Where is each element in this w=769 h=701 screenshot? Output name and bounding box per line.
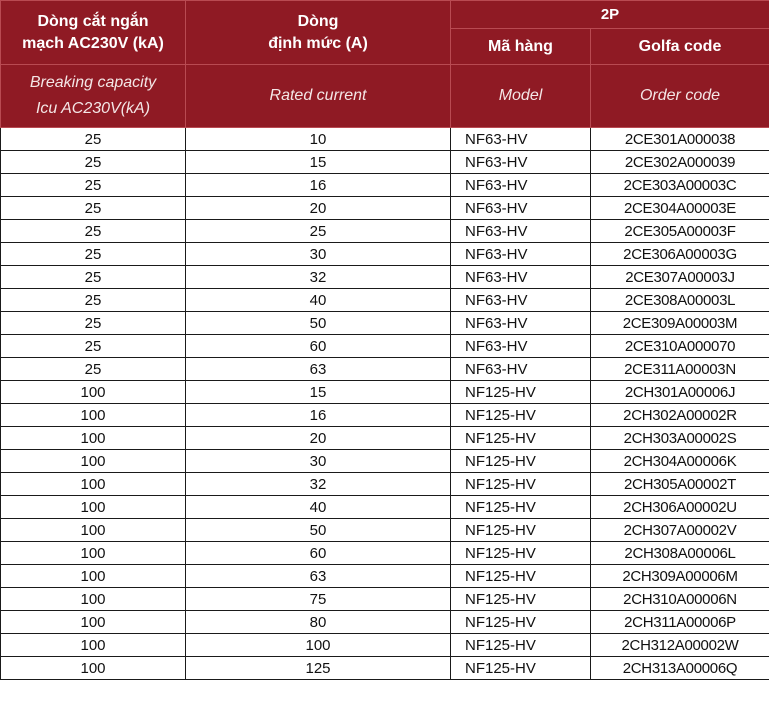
cell-order-code: 2CE311A00003N xyxy=(591,358,769,381)
cell-breaking-capacity: 100 xyxy=(1,450,186,473)
cell-rated-current: 30 xyxy=(186,450,451,473)
cell-model: NF125-HV xyxy=(451,496,591,519)
cell-model: NF63-HV xyxy=(451,266,591,289)
cell-model: NF63-HV xyxy=(451,289,591,312)
table-header xyxy=(1,1,769,128)
cell-model: NF63-HV xyxy=(451,312,591,335)
cell-rated-current: 25 xyxy=(186,220,451,243)
cell-rated-current: 50 xyxy=(186,312,451,335)
table-row xyxy=(1,450,769,473)
cell-rated-current: 32 xyxy=(186,473,451,496)
table-row xyxy=(1,634,769,657)
cell-order-code: 2CE304A00003E xyxy=(591,197,769,220)
cell-breaking-capacity: 25 xyxy=(1,151,186,174)
cell-rated-current: 50 xyxy=(186,519,451,542)
table-row xyxy=(1,335,769,358)
table-row xyxy=(1,381,769,404)
header-rated-current-vi-line2: định mức (A) xyxy=(268,34,368,52)
cell-order-code: 2CH313A00006Q xyxy=(591,657,769,680)
cell-rated-current: 16 xyxy=(186,404,451,427)
cell-rated-current: 20 xyxy=(186,427,451,450)
cell-model: NF125-HV xyxy=(451,519,591,542)
cell-order-code: 2CH309A00006M xyxy=(591,565,769,588)
table-row xyxy=(1,473,769,496)
cell-model: NF125-HV xyxy=(451,542,591,565)
cell-order-code: 2CE301A000038 xyxy=(591,128,769,151)
cell-breaking-capacity: 25 xyxy=(1,358,186,381)
header-rated-current-vi xyxy=(186,1,451,65)
cell-order-code: 2CE303A00003C xyxy=(591,174,769,197)
cell-rated-current: 15 xyxy=(186,381,451,404)
cell-rated-current: 16 xyxy=(186,174,451,197)
table-row xyxy=(1,519,769,542)
cell-breaking-capacity: 100 xyxy=(1,611,186,634)
header-golfa-code: Golfa code xyxy=(591,29,769,65)
cell-model: NF125-HV xyxy=(451,450,591,473)
table-row xyxy=(1,542,769,565)
cell-order-code: 2CE310A000070 xyxy=(591,335,769,358)
header-breaking-capacity-en-line2: Icu AC230V(kA) xyxy=(35,100,151,117)
cell-model: NF125-HV xyxy=(451,565,591,588)
table-row xyxy=(1,289,769,312)
cell-model: NF125-HV xyxy=(451,611,591,634)
cell-breaking-capacity: 100 xyxy=(1,519,186,542)
table-row xyxy=(1,174,769,197)
cell-order-code: 2CE306A00003G xyxy=(591,243,769,266)
cell-order-code: 2CH307A00002V xyxy=(591,519,769,542)
cell-rated-current: 75 xyxy=(186,588,451,611)
table-row xyxy=(1,588,769,611)
table-row xyxy=(1,128,769,151)
cell-rated-current: 10 xyxy=(186,128,451,151)
cell-rated-current: 60 xyxy=(186,335,451,358)
cell-rated-current: 60 xyxy=(186,542,451,565)
cell-model: NF63-HV xyxy=(451,243,591,266)
cell-rated-current: 20 xyxy=(186,197,451,220)
cell-breaking-capacity: 100 xyxy=(1,657,186,680)
cell-breaking-capacity: 100 xyxy=(1,565,186,588)
cell-model: NF63-HV xyxy=(451,358,591,381)
cell-breaking-capacity: 100 xyxy=(1,588,186,611)
cell-breaking-capacity: 25 xyxy=(1,312,186,335)
cell-order-code: 2CE308A00003L xyxy=(591,289,769,312)
cell-breaking-capacity: 25 xyxy=(1,197,186,220)
cell-model: NF63-HV xyxy=(451,197,591,220)
header-breaking-capacity-vi-line2: mạch AC230V (kA) xyxy=(22,34,164,52)
cell-model: NF125-HV xyxy=(451,657,591,680)
cell-breaking-capacity: 100 xyxy=(1,473,186,496)
cell-rated-current: 80 xyxy=(186,611,451,634)
cell-order-code: 2CH301A00006J xyxy=(591,381,769,404)
cell-rated-current: 125 xyxy=(186,657,451,680)
cell-model: NF125-HV xyxy=(451,427,591,450)
cell-order-code: 2CH306A00002U xyxy=(591,496,769,519)
cell-breaking-capacity: 25 xyxy=(1,220,186,243)
header-breaking-capacity-en xyxy=(1,65,186,128)
table-row xyxy=(1,404,769,427)
cell-order-code: 2CH303A00002S xyxy=(591,427,769,450)
cell-order-code: 2CH304A00006K xyxy=(591,450,769,473)
header-breaking-capacity-vi xyxy=(1,1,186,65)
cell-breaking-capacity: 25 xyxy=(1,243,186,266)
cell-breaking-capacity: 25 xyxy=(1,128,186,151)
cell-rated-current: 63 xyxy=(186,358,451,381)
cell-order-code: 2CH308A00006L xyxy=(591,542,769,565)
header-breaking-capacity-vi-line1: Dòng cắt ngắn xyxy=(37,12,149,30)
cell-order-code: 2CH302A00002R xyxy=(591,404,769,427)
table-row xyxy=(1,266,769,289)
cell-model: NF63-HV xyxy=(451,335,591,358)
table-row xyxy=(1,496,769,519)
cell-order-code: 2CE302A000039 xyxy=(591,151,769,174)
cell-breaking-capacity: 100 xyxy=(1,427,186,450)
table-row xyxy=(1,565,769,588)
table-row xyxy=(1,220,769,243)
cell-model: NF125-HV xyxy=(451,473,591,496)
cell-rated-current: 100 xyxy=(186,634,451,657)
cell-rated-current: 63 xyxy=(186,565,451,588)
cell-breaking-capacity: 100 xyxy=(1,542,186,565)
cell-model: NF63-HV xyxy=(451,220,591,243)
header-model-vi: Mã hàng xyxy=(451,29,591,65)
cell-rated-current: 30 xyxy=(186,243,451,266)
header-rated-current-vi-line1: Dòng xyxy=(297,12,339,30)
table-row xyxy=(1,151,769,174)
table-row xyxy=(1,358,769,381)
cell-breaking-capacity: 25 xyxy=(1,335,186,358)
cell-order-code: 2CE305A00003F xyxy=(591,220,769,243)
cell-order-code: 2CH310A00006N xyxy=(591,588,769,611)
cell-breaking-capacity: 100 xyxy=(1,404,186,427)
cell-breaking-capacity: 25 xyxy=(1,289,186,312)
table-row xyxy=(1,657,769,680)
cell-order-code: 2CH305A00002T xyxy=(591,473,769,496)
header-group-2p: 2P xyxy=(451,1,769,29)
header-rated-current-en: Rated current xyxy=(186,65,451,128)
table-row xyxy=(1,312,769,335)
cell-model: NF63-HV xyxy=(451,174,591,197)
table-row xyxy=(1,611,769,634)
cell-order-code: 2CH312A00002W xyxy=(591,634,769,657)
cell-breaking-capacity: 25 xyxy=(1,266,186,289)
cell-order-code: 2CE307A00003J xyxy=(591,266,769,289)
cell-breaking-capacity: 100 xyxy=(1,496,186,519)
cell-model: NF63-HV xyxy=(451,151,591,174)
cell-rated-current: 40 xyxy=(186,496,451,519)
table-row xyxy=(1,243,769,266)
table-row xyxy=(1,427,769,450)
cell-model: NF125-HV xyxy=(451,588,591,611)
table-body xyxy=(1,128,769,680)
cell-order-code: 2CH311A00006P xyxy=(591,611,769,634)
header-model-en: Model xyxy=(451,65,591,128)
header-breaking-capacity-en-line1: Breaking capacity xyxy=(29,74,157,91)
cell-model: NF63-HV xyxy=(451,128,591,151)
cell-model: NF125-HV xyxy=(451,381,591,404)
cell-rated-current: 32 xyxy=(186,266,451,289)
cell-rated-current: 40 xyxy=(186,289,451,312)
cell-model: NF125-HV xyxy=(451,404,591,427)
cell-breaking-capacity: 100 xyxy=(1,634,186,657)
cell-breaking-capacity: 100 xyxy=(1,381,186,404)
cell-order-code: 2CE309A00003M xyxy=(591,312,769,335)
cell-model: NF125-HV xyxy=(451,634,591,657)
table-row xyxy=(1,197,769,220)
cell-rated-current: 15 xyxy=(186,151,451,174)
header-order-code-en: Order code xyxy=(591,65,769,128)
cell-breaking-capacity: 25 xyxy=(1,174,186,197)
